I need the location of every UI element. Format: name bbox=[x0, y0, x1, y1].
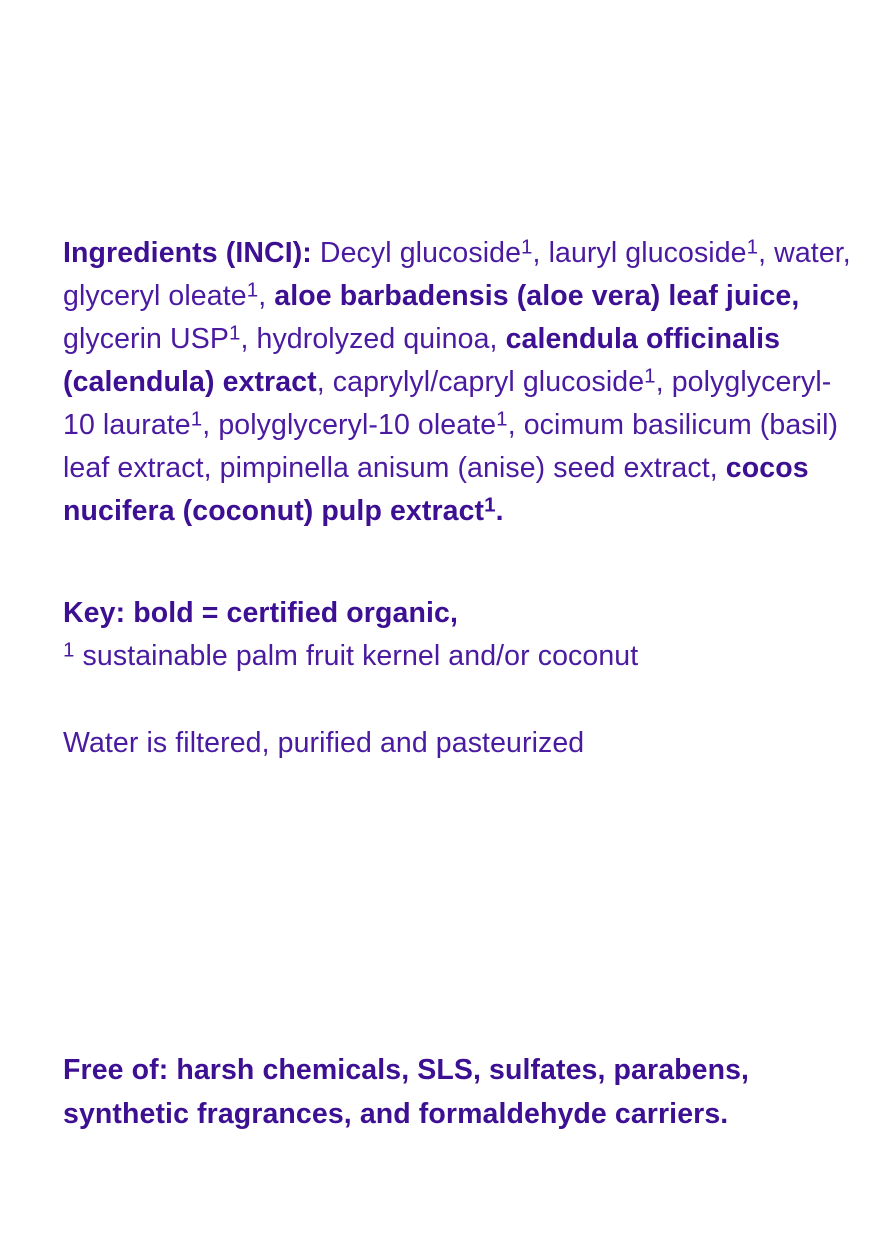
ingredients-heading: Ingredients (INCI): bbox=[63, 236, 312, 269]
key-line-organic: Key: bold = certified organic, bbox=[63, 597, 458, 629]
ingredient-organic-coconut: cocos nucifera (coconut) pulp extract$^1$. bbox=[63, 451, 809, 527]
footnote-marker: 1 bbox=[63, 638, 75, 662]
water-note: Water is filtered, purified and pasteurized bbox=[63, 727, 585, 759]
footnote-marker: 1 bbox=[644, 363, 656, 387]
free-of-block bbox=[63, 1048, 853, 1136]
key-footnote-text: sustainable palm fruit kernel and/or coconut bbox=[82, 640, 639, 672]
footnote-marker: 1 bbox=[484, 492, 496, 516]
footnote-marker: 1 bbox=[246, 277, 259, 301]
footnote-marker: 1 bbox=[496, 406, 508, 430]
ingredient-organic-calendula: calendula officinalis (calendula) extract bbox=[63, 322, 781, 398]
key-line-footnote bbox=[63, 635, 853, 678]
key-block bbox=[63, 592, 853, 678]
footnote-marker: 1 bbox=[190, 406, 203, 430]
footnote-marker: 1 bbox=[521, 234, 533, 258]
ingredient-organic-aloe: aloe barbadensis (aloe vera) leaf juice, bbox=[274, 279, 800, 312]
free-of-line-1: Free of: harsh chemicals, SLS, sulfates, parabens, bbox=[63, 1054, 750, 1086]
footnote-marker: 1 bbox=[746, 234, 759, 258]
footnote-marker: 1 bbox=[228, 320, 241, 344]
ingredients-paragraph: Ingredients (INCI): Decyl glucoside$^1$, lauryl glucoside$^1$, water, glyceryl oleate$^1$, aloe barbadensis (aloe vera) leaf juice, glycerin USP$^1$, hydrolyzed quinoa, calendula officinalis (calendula) extract, caprylyl/capryl glucoside$^1$, polyglyceryl-10 laurate$^1$, polyglyceryl-10 oleate$^1$, ocimum basilicum (basil) leaf extract, pimpinella anisum (anise) seed extract, cocos nucifera (coconut) pulp extract$^1$. bbox=[63, 234, 851, 527]
free-of-line-2: synthetic fragrances, and formaldehyde carriers. bbox=[63, 1098, 729, 1130]
